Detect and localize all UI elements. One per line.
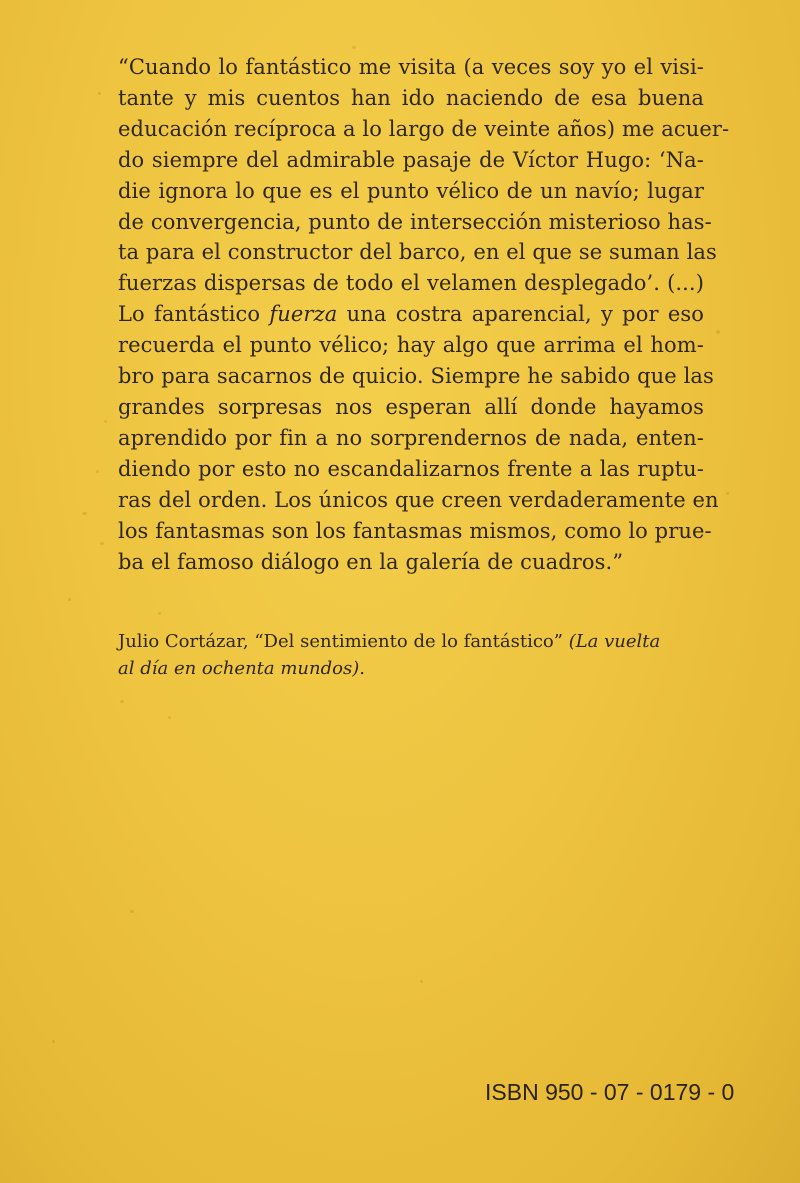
quote-line bbox=[118, 52, 704, 83]
paper-speck bbox=[158, 612, 161, 615]
paper-speck bbox=[82, 512, 87, 515]
quote-line bbox=[118, 83, 704, 114]
quote-line bbox=[118, 268, 704, 299]
paper-speck bbox=[96, 470, 99, 473]
paper-speck bbox=[168, 716, 171, 719]
quote-line bbox=[118, 145, 704, 176]
quote-line bbox=[118, 299, 704, 330]
cortazar-quote bbox=[118, 52, 730, 577]
paper-speck bbox=[120, 700, 124, 703]
quote-line bbox=[118, 114, 730, 145]
italic-text: al día en ochenta mundos) bbox=[118, 658, 360, 679]
quote-line bbox=[118, 392, 704, 423]
italic-text: fuerza bbox=[269, 302, 338, 327]
paper-speck bbox=[726, 492, 729, 495]
text-run: bro para sacarnos de quicio. Siempre he sabido que las bbox=[118, 364, 714, 389]
paper-speck bbox=[352, 46, 356, 49]
paper-speck bbox=[100, 542, 104, 545]
text-run: los fantasmas son los fantasmas mismos, como lo prue- bbox=[118, 518, 712, 543]
text-run: “Cuando lo fantástico me visita (a veces soy yo el visi- bbox=[118, 55, 704, 79]
text-run: diendo por esto no escandalizarnos frente a las ruptu- bbox=[118, 456, 704, 481]
text-run: ba el famoso diálogo en la galería de cuadros.” bbox=[118, 549, 624, 574]
quote-line bbox=[118, 485, 719, 516]
text-run: educación recíproca a lo largo de veinte años) me acuer- bbox=[118, 116, 730, 141]
paper-speck bbox=[98, 92, 101, 95]
quote-attribution bbox=[118, 628, 708, 682]
paper-speck bbox=[104, 420, 107, 423]
text-run: fuerzas dispersas de todo el velamen desplegado’. (...) bbox=[118, 271, 704, 296]
quote-line bbox=[118, 330, 704, 361]
italic-text: (La vuelta bbox=[568, 631, 661, 652]
text-run: una costra aparencial, y por eso bbox=[337, 302, 704, 327]
quote-line bbox=[118, 361, 714, 392]
quote-line bbox=[118, 423, 704, 454]
text-run: Lo fantástico bbox=[118, 302, 270, 327]
text-run: do siempre del admirable pasaje de Víctor Hugo: ‘Na- bbox=[118, 147, 704, 172]
paper-speck bbox=[130, 910, 134, 913]
text-run: . bbox=[359, 658, 365, 679]
paper-speck bbox=[716, 330, 720, 334]
quote-line bbox=[118, 207, 712, 238]
text-run: aprendido por fin a no sorprendernos de nada, enten- bbox=[118, 425, 704, 450]
attribution-line bbox=[118, 628, 708, 655]
quote-line bbox=[118, 516, 712, 547]
text-run: Julio Cortázar, “Del sentimiento de lo fantástico” bbox=[118, 631, 569, 652]
text-run: ras del orden. Los únicos que creen verdaderamente en bbox=[118, 487, 719, 512]
quote-line bbox=[118, 454, 704, 485]
isbn-number: ISBN 950 - 07 - 0179 - 0 bbox=[485, 1079, 735, 1105]
text-run: die ignora lo que es el punto vélico de un navío; lugar bbox=[118, 178, 704, 203]
paper-speck bbox=[420, 980, 423, 983]
attribution-line bbox=[118, 655, 708, 682]
paper-speck bbox=[52, 1040, 55, 1043]
text-run: grandes sorpresas nos esperan allí donde hayamos bbox=[118, 394, 704, 419]
text-run: ta para el constructor del barco, en el que se suman las bbox=[118, 240, 717, 265]
quote-line bbox=[118, 237, 717, 268]
quote-line bbox=[118, 176, 704, 207]
paper-speck bbox=[68, 598, 71, 601]
quote-line bbox=[118, 547, 704, 578]
text-run: recuerda el punto vélico; hay algo que arrima el hom- bbox=[118, 333, 704, 358]
text-run: de convergencia, punto de intersección misterioso has- bbox=[118, 209, 712, 234]
text-run: tante y mis cuentos han ido naciendo de esa buena bbox=[118, 85, 704, 110]
